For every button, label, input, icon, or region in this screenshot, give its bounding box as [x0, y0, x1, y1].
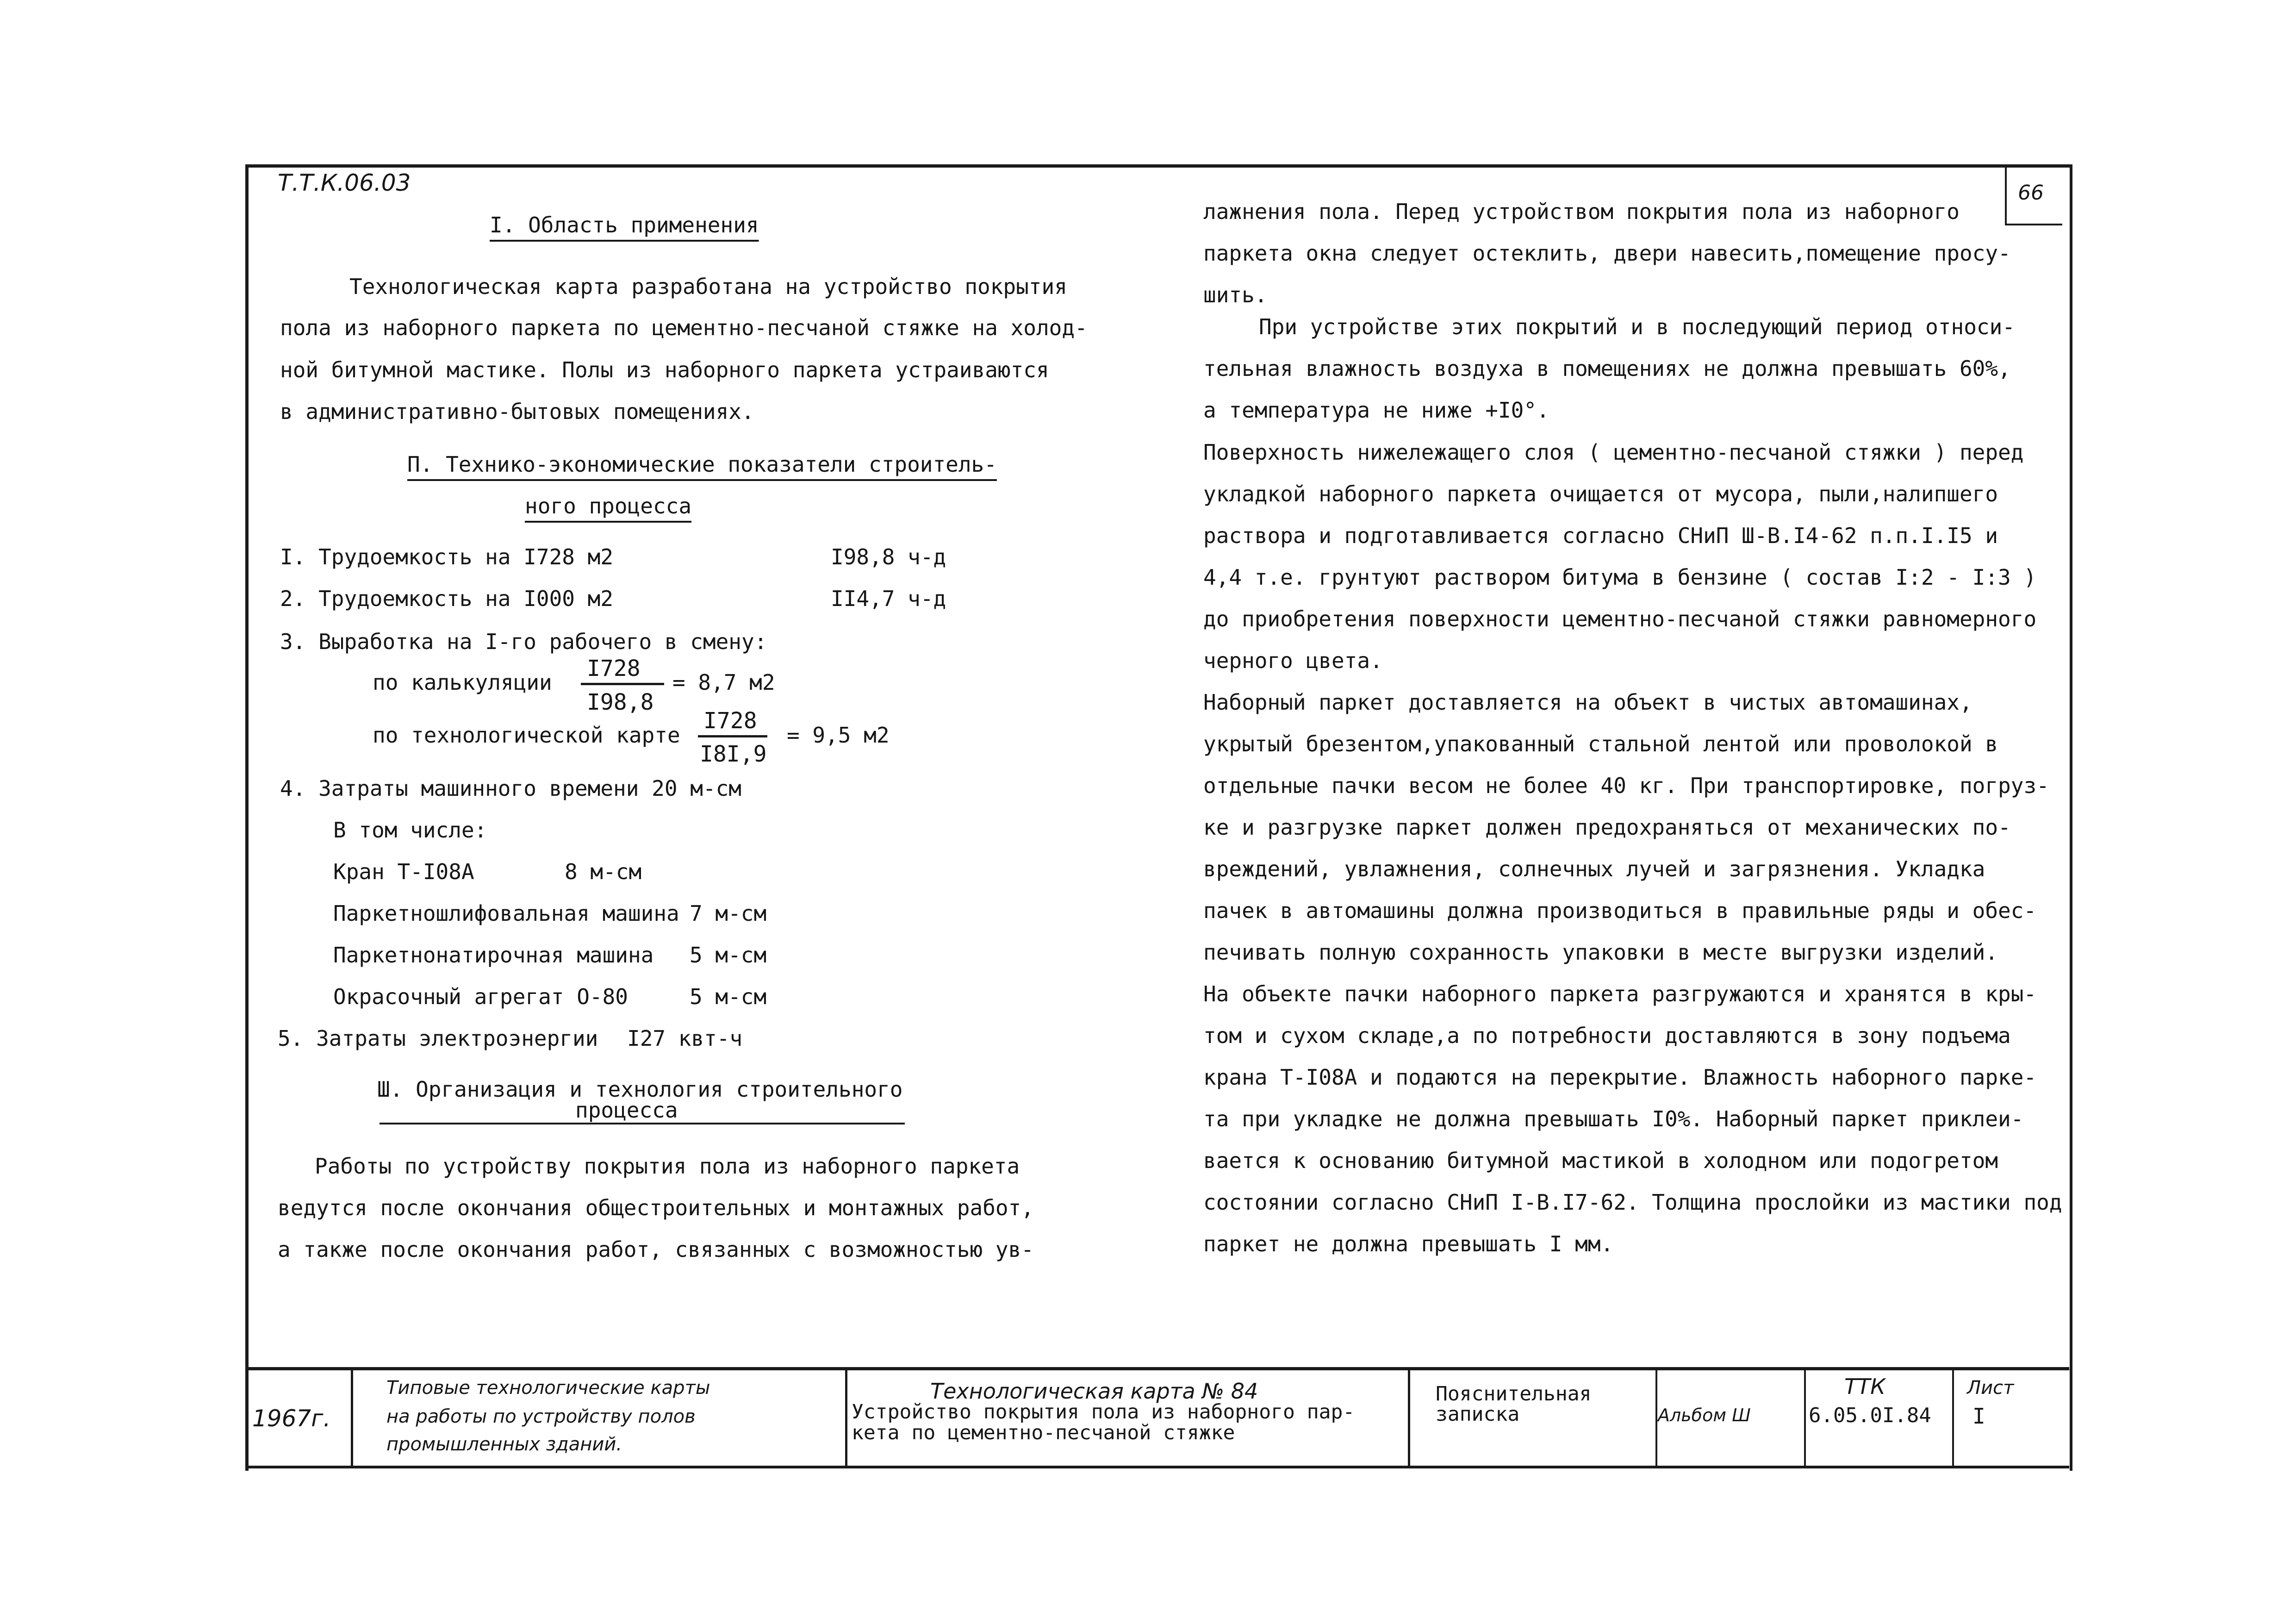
body-line: Наборный паркет доставляется на объект в чистых автомашинах, [1203, 690, 1972, 715]
body-line: печивать полную сохранность упаковки в месте выгрузки изделий. [1203, 940, 1998, 965]
section-3-line: а также после окончания работ, связанных с возможностью ув- [278, 1237, 1034, 1262]
stamp-divider [1804, 1367, 1806, 1468]
stamp-album: Альбом Ш [1658, 1405, 1751, 1425]
body-line: до приобретения поверхности цементно-песчаной стяжки равномерного [1203, 606, 2037, 631]
section-3-title: процесса [575, 1098, 678, 1123]
machine-name: Паркетнонатирочная машина [333, 943, 654, 968]
machine-name: Паркетношлифовальная машина [333, 901, 679, 926]
indicator-item: I. Трудоемкость на I728 м2 [280, 544, 614, 569]
section-2-title: ного процесса [525, 493, 692, 518]
stamp-sheet-value: I [1972, 1404, 1985, 1429]
calc-numerator: I728 [587, 656, 641, 681]
stamp-series: Типовые технологические карты [386, 1377, 710, 1399]
section-1-line: в административно-бытовых помещениях. [280, 399, 754, 424]
body-line: крана Т-I08А и подаются на перекрытие. Влажность наборного парке- [1203, 1065, 2037, 1090]
body-line: раствора и подготавливается согласно СНиП Ш-В.I4-62 п.п.I.I5 и [1203, 523, 1998, 548]
indicator-value: II4,7 ч-д [831, 586, 946, 611]
body-line: пачек в автомашины должна производиться в правильные ряды и обес- [1203, 898, 2037, 923]
document-code: Т.Т.К.06.03 [278, 169, 411, 196]
section-1-line: пола из наборного паркета по цементно-песчаной стяжке на холод- [280, 315, 1088, 340]
stamp-bottom-border [245, 1466, 2069, 1468]
body-line: лажнения пола. Перед устройством покрытия пола из наборного [1203, 199, 1960, 224]
body-line: укрытый брезентом,упакованный стальной лентой или проволокой в [1203, 731, 1998, 756]
body-line: На объекте пачки наборного паркета разгружаются и хранятся в кры- [1203, 981, 2037, 1006]
body-line: При устройстве этих покрытий и в последующий период относи- [1259, 314, 2015, 339]
stamp-sheet-label: Лист [1967, 1377, 2014, 1399]
machine-value: 7 м-см [690, 901, 767, 926]
section-1-line: ной битумной мастике. Полы из наборного паркета устраиваются [280, 357, 1049, 382]
stamp-card-desc: кета по цементно-песчаной стяжке [852, 1421, 1235, 1444]
indicator-item: 2. Трудоемкость на I000 м2 [280, 586, 614, 611]
body-line: тельная влажность воздуха в помещениях не должна превышать 60%, [1203, 356, 2011, 381]
calc-denominator: I8I,9 [700, 741, 767, 767]
calc-label: по технологической карте [373, 723, 680, 748]
calc-denominator: I98,8 [587, 689, 654, 715]
body-line: паркета окна следует остеклить, двери навесить,помещение просу- [1203, 241, 2011, 266]
indicator-value: I27 квт-ч [627, 1026, 743, 1051]
stamp-year: 1967г. [252, 1405, 331, 1432]
body-line: черного цвета. [1203, 648, 1383, 673]
machine-value: 5 м-см [690, 984, 767, 1009]
stamp-divider [845, 1367, 847, 1468]
section-3-line: ведутся после окончания общестроительных и монтажных работ, [278, 1195, 1034, 1220]
body-line: состоянии согласно СНиП I-В.I7-62. Толщина прослойки из мастики под [1203, 1190, 2062, 1215]
section-1-title: I. Область применения [490, 212, 759, 237]
stamp-divider [1952, 1367, 1954, 1468]
section-2-title: П. Технико-экономические показатели строитель- [407, 452, 997, 477]
fraction-bar [698, 735, 767, 737]
body-line: вреждений, увлажнения, солнечных лучей и загрязнения. Укладка [1203, 856, 1985, 881]
calc-label: по калькуляции [373, 670, 552, 695]
stamp-series: на работы по устройству полов [386, 1406, 696, 1427]
stamp-card-title: Технологическая карта № 84 [930, 1379, 1258, 1404]
fraction-bar [581, 683, 664, 685]
body-line: том и сухом складе,а по потребности доставляются в зону подъема [1203, 1023, 2011, 1048]
body-line: отдельные пачки весом не более 40 кг. При транспортировке, погруз- [1203, 773, 2049, 798]
calc-result: = 8,7 м2 [672, 670, 775, 695]
body-line: паркет не должна превышать I мм. [1203, 1231, 1614, 1256]
body-line: укладкой наборного паркета очищается от мусора, пыли,налипшего [1203, 481, 1998, 506]
calc-numerator: I728 [703, 708, 757, 734]
stamp-ttk-label: ТТК [1844, 1374, 1885, 1399]
body-line: шить. [1203, 282, 1268, 307]
stamp-series: промышленных зданий. [386, 1434, 622, 1455]
stamp-divider [1408, 1367, 1410, 1468]
machine-name: Окрасочный агрегат О-80 [333, 984, 628, 1009]
indicator-item: 5. Затраты электроэнергии [278, 1026, 598, 1051]
machine-value: 8 м-см [565, 859, 642, 884]
calc-result: = 9,5 м2 [787, 723, 890, 748]
indicator-value: I98,8 ч-д [831, 544, 946, 569]
including-label: В том числе: [333, 818, 487, 843]
body-line: 4,4 т.е. грунтуют раствором битума в бензине ( состав I:2 - I:3 ) [1203, 565, 2037, 590]
stamp-doc-type: записка [1436, 1403, 1520, 1426]
body-line: ке и разгрузке паркет должен предохраняться от механических по- [1203, 815, 2011, 840]
stamp-divider [1655, 1367, 1657, 1468]
stamp-doc-type: Пояснительная [1436, 1382, 1592, 1405]
stamp-top-border [245, 1367, 2069, 1370]
body-line: а температура не ниже +I0°. [1203, 398, 1549, 423]
stamp-divider [351, 1367, 353, 1468]
section-1-line: Технологическая карта разработана на устройство покрытия [349, 274, 1067, 299]
machine-name: Кран Т-I08А [333, 859, 474, 884]
indicator-item: 3. Выработка на I-го рабочего в смену: [280, 629, 767, 654]
body-line: та при укладке не должна превышать I0%. Наборный паркет приклеи- [1203, 1106, 2024, 1131]
body-line: вается к основанию битумной мастикой в холодном или подогретом [1203, 1148, 1998, 1173]
page-number: 66 [2018, 181, 2044, 205]
indicator-item: 4. Затраты машинного времени 20 м-см [280, 776, 741, 801]
body-line: Поверхность нижележащего слоя ( цементно-песчаной стяжки ) перед [1203, 440, 2024, 465]
machine-value: 5 м-см [690, 943, 767, 968]
stamp-ttk-code: 6.05.0I.84 [1809, 1404, 1931, 1427]
stamp-card-desc: Устройство покрытия пола из наборного пар- [852, 1400, 1355, 1424]
section-3-title: Ш. Организация и технология строительного [377, 1077, 903, 1102]
section-3-line: Работы по устройству покрытия пола из наборного паркета [315, 1154, 1020, 1179]
section-3-underline [380, 1123, 905, 1124]
